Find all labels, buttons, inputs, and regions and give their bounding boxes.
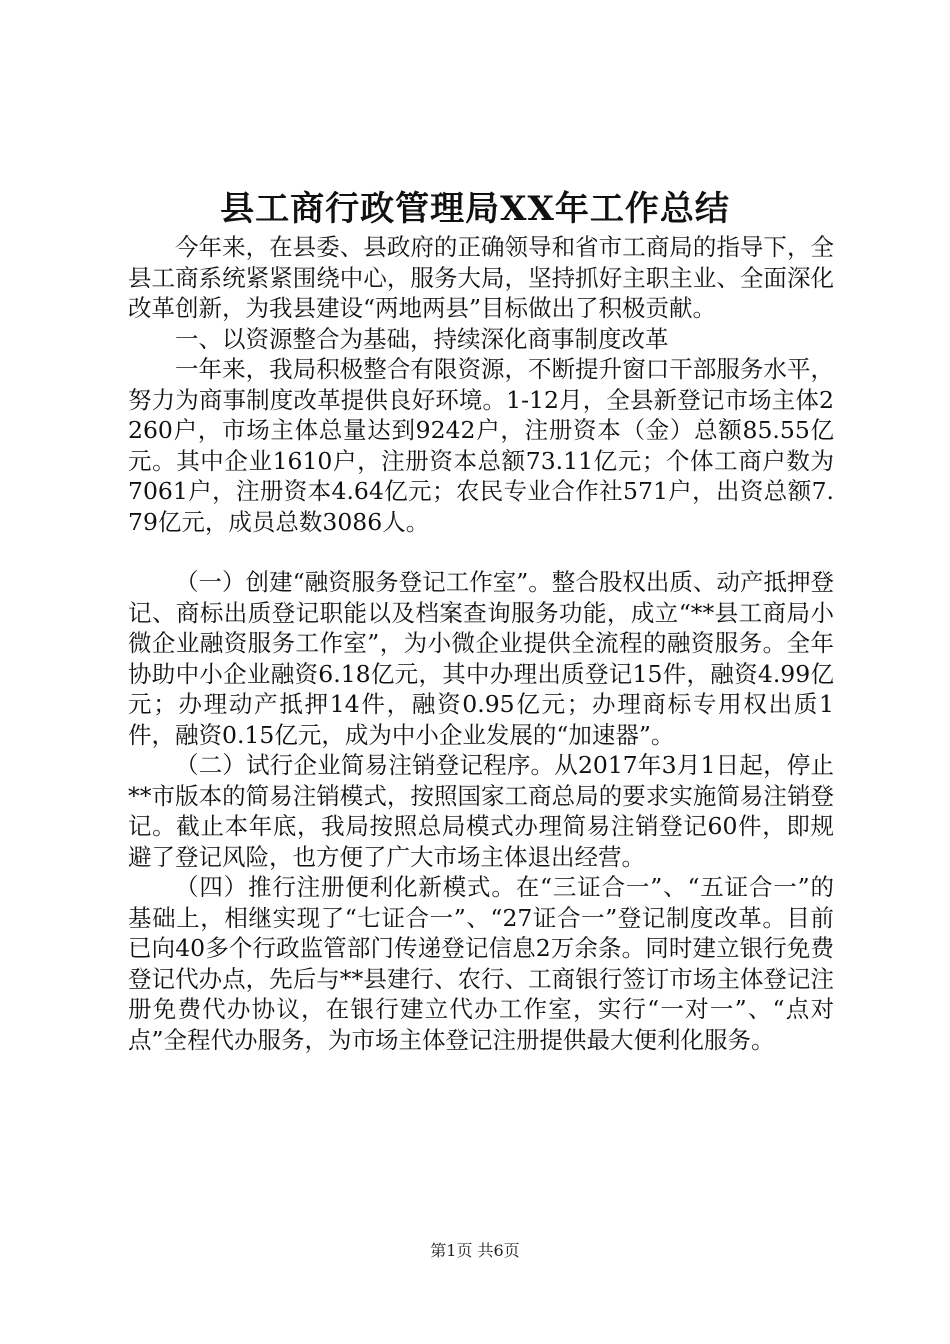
section-heading-1: 一、以资源整合为基础，持续深化商事制度改革: [175, 324, 669, 353]
document-body: [128, 232, 834, 1055]
paragraph-spacer: [128, 537, 834, 567]
summary-paragraph: 一年来，我局积极整合有限资源，不断提升窗口干部服务水平，努力为商事制度改革提供良好环境。1-12月，全县新登记市场主体2260户，市场主体总量达到9242户，注册资本（金）总额85.55亿元。其中企业1610户，注册资本总额73.11亿元；个体工商户数为7061户，注册资本4.64亿元；农民专业合作社571户，出资总额7.79亿元，成员总数3086人。: [128, 355, 834, 536]
page-footer: 第1页 共6页: [430, 1241, 520, 1260]
item-paragraph-1: （一）创建“融资服务登记工作室”。整合股权出质、动产抵押登记、商标出质登记职能以及档案查询服务功能，成立“**县工商局小微企业融资服务工作室”，为小微企业提供全流程的融资服务。全年协助中小企业融资6.18亿元，其中办理出质登记15件，融资4.99亿元；办理动产抵押14件，融资0.95亿元；办理商标专用权出质1件，融资0.15亿元，成为中小企业发展的“加速器”。: [128, 568, 834, 749]
item-paragraph-4: （四）推行注册便利化新模式。在“三证合一”、“五证合一”的基础上，相继实现了“七证合一”、“27证合一”登记制度改革。目前已向40多个行政监管部门传递登记信息2万余条。同时建立银行免费登记代办点，先后与**县建行、农行、工商银行签订市场主体登记注册免费代办协议，在银行建立代办工作室，实行“一对一”、“点对点”全程代办服务，为市场主体登记注册提供最大便利化服务。: [128, 873, 834, 1054]
document-title: 县工商行政管理局XX年工作总结: [220, 189, 730, 229]
intro-paragraph: 今年来，在县委、县政府的正确领导和省市工商局的指导下，全县工商系统紧紧围绕中心，服务大局，坚持抓好主职主业、全面深化改革创新，为我县建设“两地两县”目标做出了积极贡献。: [128, 233, 834, 322]
item-paragraph-2: （二）试行企业简易注销登记程序。从2017年3月1日起，停止**市版本的简易注销模式，按照国家工商总局的要求实施简易注销登记。截止本年底，我局按照总局模式办理简易注销登记60件，即规避了登记风险，也方便了广大市场主体退出经营。: [128, 751, 834, 871]
